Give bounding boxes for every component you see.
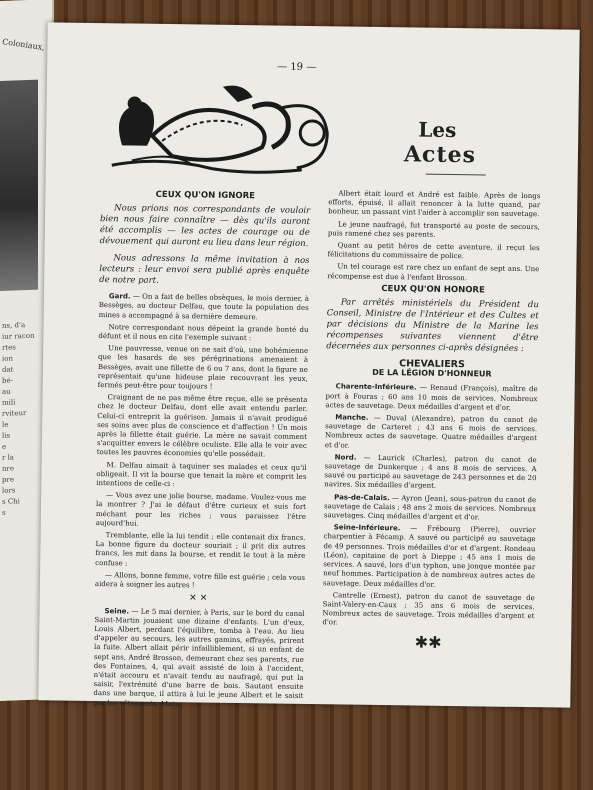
paragraph: Craignant de ne pas même être reçue, elle se présenta chez le docteur Delfau, dont elle avait entendu parler. Celui-ci entreprit la guérison. Jamais il n'avait prodigué ses soins avec plus de conscience et d'affection ! Un mois après la fillette était guérie. La mère ne savait comment s'acquitter envers le célèbre oculiste. Elle alla le voir avec toutes les pauvres économies qu'elle possédait.	[96, 393, 308, 459]
dept-lead-seine: Seine.	[104, 606, 130, 616]
left-page-fragment: au	[2, 387, 11, 396]
dragon-illustration	[102, 75, 343, 180]
honors-list	[322, 383, 537, 631]
paragraph: Quant au petit héros de cette aventure, il reçut les félicitations du commissaire de police.	[327, 241, 540, 261]
paragraph: — Vous avez une jolie bourse, madame. Voulez-vous me la montrer ? J'ai le défaut d'être curieux et suis fort méchant pour les riches ; vous paraissez l'être aujourd'hui.	[95, 491, 307, 528]
paragraph: Un tel courage est rare chez un enfant de sept ans. Une récompense est due à l'enfant Brosson.	[327, 262, 540, 282]
seine-paragraph: Seine. — Le 5 mai dernier, à Paris, sur le bord du canal Saint-Martin jouaient une dizaine d'enfants. L'un d'eux, Louis Albert, perdant l'équilibre, tomba à l'eau. Au lieu d'appeler au secours, les autres gamins, effrayés, prirent la fuite. Albert allait périr infailliblement, si un enfant de sept ans, André Brosson, demeurant chez ses parents, rue des Fontaines, 4, qui avait assisté de loin à l'accident, n'était accouru et n'avait tendu au naufragé, qui put la saisir, l'extrémité d'une barre de bois. Sautant ensuite dans une barque, il attira à lui le jeune Albert et le saisit par les vêtements. Mais	[93, 606, 305, 708]
honor-entry: Pas-de-Calais. — Ayron (Jean), sous-patron du canot de sauvetage de Calais ; 48 ans 2 mois de services. Nombreux sauvetages. Cinq médailles d'argent et d'or.	[323, 493, 537, 522]
closing-ornament: ✱✱	[414, 632, 442, 652]
left-page-fragment: lors	[2, 486, 16, 495]
column-left	[93, 188, 310, 714]
intro-paragraph: Nous prions nos correspondants de vouloir bien nous faire connaître — dès qu'ils auront été accomplis — les actes de courage ou de dévouement qui auront eu lieu dans leur région.	[99, 203, 311, 250]
left-page-photo	[0, 80, 38, 291]
left-page-fragment: dat	[2, 365, 14, 374]
left-page-fragment: rtes	[2, 343, 16, 352]
legion-heading-subtitle: DE LA LÉGION D'HONNEUR	[372, 368, 492, 379]
paragraph: M. Delfau aimait à taquiner ses malades et ceux qu'il obligeait. Il vit la bourse que tenait la mère et comprit les intentions de celle-ci :	[96, 460, 307, 489]
honor-entry: Charente-Inférieure. — Renaud (François), maître de port à Fouras ; 60 ans 10 mois de services. Nombreux actes de sauvetage. Deux médailles d'argent et d'or.	[325, 382, 538, 412]
title-underline	[426, 174, 486, 176]
left-page-fragment: ion	[2, 354, 13, 363]
section-heading-honore: CEUX QU'ON HONORE	[381, 283, 485, 296]
left-page-fragment: e	[2, 442, 7, 451]
left-page-fragment: pre	[2, 475, 14, 484]
left-page-fragment: iur racon	[2, 331, 35, 341]
column-right	[322, 189, 541, 652]
gard-paragraph: Gard. — On a fait de belles obsèques, le mois dernier, à Bessèges, au docteur Delfau, que toute la population des mines a accompagné à sa dernière demeure.	[98, 292, 309, 321]
honor-entry: Seine-Inférieure. — Frébourg (Pierre), ouvrier charpentier à Fécamp. A sauvé ou participé au sauvetage de 49 personnes. Trois médailles d'or et d'argent. Rondeau (Léon), capitaine de port à Dieppe ; 45 ans 1 mois de services. A sauvé, lors d'un typhon, une jonque montée par neuf hommes. Participation à de nombreux autres actes de sauvetage. Deux médailles d'or.	[322, 523, 536, 589]
section-separator: ✕✕	[189, 593, 211, 604]
left-page-fragment: nre	[2, 464, 14, 473]
dept-lead-gard: Gard.	[108, 292, 131, 301]
page-number: — 19 —	[277, 61, 317, 74]
paragraph: Une pauvresse, venue on ne sait d'où, une bohémienne que les hasards de ses pérégrinations amenaient à Bessèges, avait une fillette de 6 ou 7 ans, dont la figure ne représentait qu'une hideuse plaie recouvrant les yeux, fermés peut-être pour toujours !	[97, 344, 309, 391]
paragraph: — Allons, bonne femme, votre fille est guérie ; cela vous aidera à soigner les autres !	[94, 571, 306, 590]
left-page-text-fragments	[2, 320, 34, 519]
left-page-header: Coloniaux,	[1, 37, 46, 53]
paragraph: Notre correspondant nous dépeint la grande bonté du défunt et il nous en cite l'exemple suivant :	[98, 323, 309, 343]
left-page-fragment: rviteur	[2, 409, 27, 418]
legion-heading-chevaliers: CHEVALIERS	[399, 358, 465, 371]
left-page-fragment: mili	[2, 398, 16, 407]
honor-entry: Manche. — Duval (Alexandre), patron du canot de sauvetage de Carteret ; 43 ans 6 mois de services. Nombreux actes de sauvetage. Quatre médailles d'argent et d'or.	[324, 413, 538, 450]
intro-paragraph-2: Nous adressons la même invitation à nos lecteurs : leur envoi sera publié après enquête de notre part.	[99, 253, 310, 287]
left-page-fragment: bé-	[2, 376, 13, 385]
left-page-fragment: s Chi	[2, 497, 20, 506]
title-les: Les	[418, 117, 457, 143]
left-page-fragment: s	[2, 508, 6, 517]
left-page-fragment: ns, d'a	[2, 321, 26, 330]
section-heading-ignore: CEUX QU'ON IGNORE	[155, 189, 256, 202]
honore-intro: Par arrêtés ministériels du Président du Conseil, Ministre de l'Intérieur et des Cultes et par décisions du Ministre de la Marine les récompenses suivantes viennent d'être décernées aux personnes ci-après désignées :	[326, 297, 539, 355]
document-page	[38, 22, 579, 707]
left-page-fragment: le	[2, 420, 9, 429]
paragraph: Albert était lourd et André est faible. Après de longs efforts, épuisé, il allait renoncer à la lutte quand, par bonheur, un passant vint l'aider à accomplir son sauvetage.	[328, 189, 541, 219]
left-page-fragment: lis	[2, 431, 11, 440]
honor-entry: Cantrelle (Ernest), patron du canot de sauvetage de Saint-Valery-en-Caux ; 35 ans 6 mois de services. Nombreux actes de sauvetage. Trois médailles d'argent et d'or.	[322, 591, 535, 627]
title-actes: Actes	[403, 141, 477, 169]
paragraph: Le jeune naufragé, fut transporté au poste de secours, puis ramené chez ses parents.	[327, 220, 541, 239]
honor-entry: Nord. — Laurick (Charles), patron du canot de sauvetage de Dunkerque ; 4 ans 8 mois de services. A sauvé ou participé au sauvetage de 243 personnes et de 20 navires. Six médailles d'argent.	[324, 453, 537, 491]
paragraph: Tremblante, elle la lui tendit ; elle contenait dix francs. La bonne figure du docteur souriait ; il prit dix autres francs, les mit dans la bourse, et rendit le tout à la mère confuse :	[95, 531, 306, 568]
left-page-fragment: r la	[2, 453, 14, 462]
